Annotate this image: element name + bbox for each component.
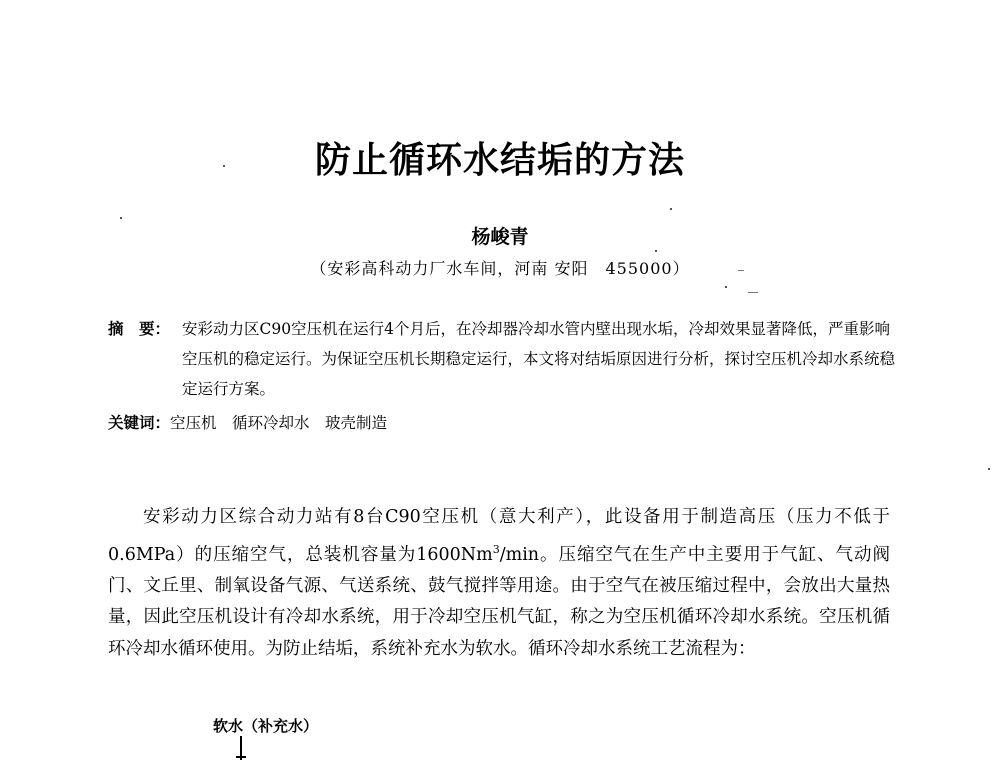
body-text-part-1: 安彩动力区综合动力站有8台C90空压机（意大利产），此设备用于制造高压（压力不低于0.6MPa）的压缩空气，总装机容量为1600Nm [108,507,890,565]
author-affiliation: （安彩高科动力厂水车间，河南 安阳 455000） [310,259,690,278]
keywords-label: 关键词： [108,414,171,432]
body-text-part-2: /min。压缩空气在生产中主要用于气缸、气动阀门、文丘里、制氧设备气源、气送系统、鼓气搅拌等用途。由于空气在被压缩过程中，会放出大量热量，因此空压机设计有冷却水系统，用于冷却空压机气缸，称之为空压机循环冷却水系统。空压机循环冷却水循环使用。为防止结垢，系统补充水为软水。循环冷却水系统工艺流程为： [108,544,890,659]
abstract-text: 安彩动力区C90空压机在运行4个月后，在冷却器冷却水管内壁出现水垢，冷却效果显著降低，严重影响空压机的稳定运行。为保证空压机长期稳定运行，本文将对结垢原因进行分析，探讨空压机冷却水系统稳定运行方案。 [182,320,896,398]
author-name: 杨峻青 [471,226,529,248]
flowchart-arrow-base [236,756,246,758]
body-paragraph [108,502,890,665]
scan-mark [748,292,758,293]
abstract-block [108,314,898,404]
scan-speck [120,217,122,219]
article-title: 防止循环水结垢的方法 [314,140,685,181]
keywords-text: 空压机 循环冷却水 玻壳制造 [170,414,388,432]
keywords-block [108,408,898,438]
scan-speck [655,250,657,252]
scan-mark [738,270,744,271]
superscript-exponent: 3 [492,542,500,556]
scan-speck [988,468,990,470]
scan-speck [670,208,672,210]
abstract-label: 摘 要： [108,320,171,338]
flowchart-node-soft-water: 软水（补充水） [213,717,319,735]
scan-speck [725,286,727,288]
scan-speck [223,165,225,167]
